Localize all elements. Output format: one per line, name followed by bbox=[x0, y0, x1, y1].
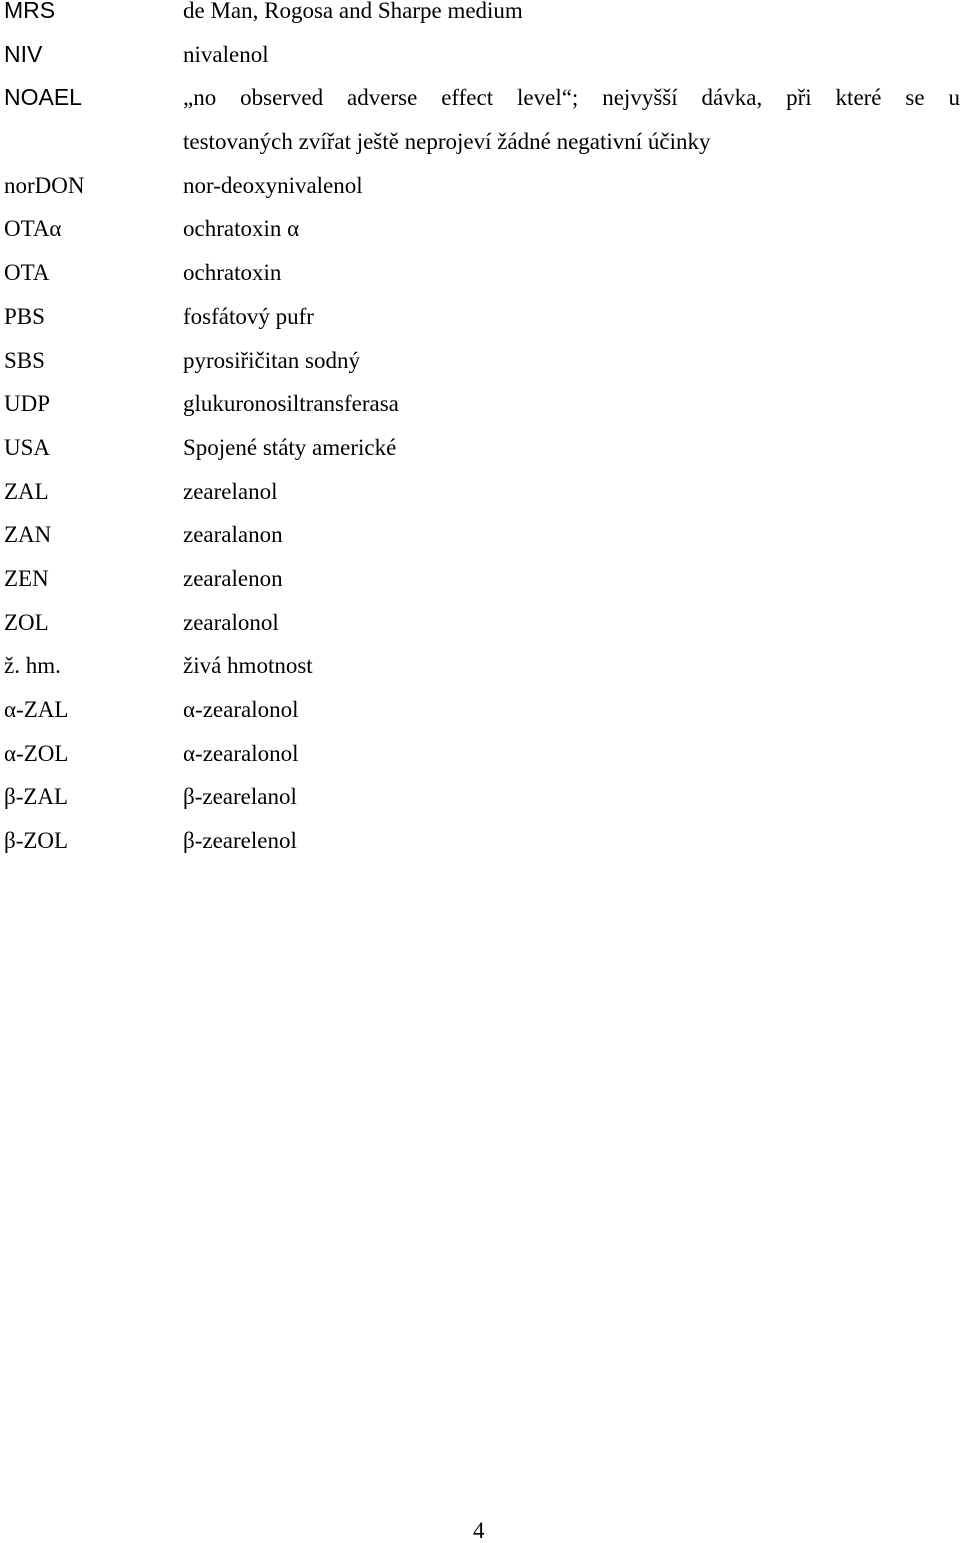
abbreviation-description: zearalanon bbox=[183, 522, 283, 548]
abbreviation: β-ZAL bbox=[4, 784, 69, 810]
abbreviation: α-ZAL bbox=[4, 697, 69, 722]
abbreviation-description: ochratoxin α bbox=[183, 216, 300, 242]
list-item bbox=[0, 131, 960, 175]
abbreviation: OTA bbox=[4, 260, 50, 286]
abbreviation-description: zearalonol bbox=[183, 609, 279, 635]
page-number: 4 bbox=[473, 1518, 485, 1543]
abbreviation-description: β-zearelanol bbox=[183, 784, 297, 810]
abbreviation: α-ZOL bbox=[4, 740, 69, 766]
list-item bbox=[0, 434, 960, 481]
abbreviation: β-ZOL bbox=[4, 828, 69, 854]
abbreviation-description: nor-deoxynivalenol bbox=[183, 172, 363, 198]
abbreviation-description: α-zearalonol bbox=[183, 697, 299, 722]
list-item bbox=[0, 0, 960, 44]
abbreviation: ZAL bbox=[4, 478, 49, 504]
abbreviation-description: zearalenon bbox=[183, 565, 283, 591]
abbreviation-description-continuation: testovaných zvířat ještě neprojeví žádné negativní účinky bbox=[183, 129, 711, 155]
list-item bbox=[0, 393, 960, 437]
list-item bbox=[0, 218, 960, 262]
list-item bbox=[0, 172, 960, 219]
abbreviation: ZOL bbox=[4, 609, 49, 635]
list-item bbox=[0, 303, 960, 350]
list-item bbox=[0, 699, 960, 743]
abbreviation-description: β-zearelenol bbox=[183, 828, 297, 854]
list-item bbox=[0, 84, 960, 131]
list-item bbox=[0, 655, 960, 699]
list-item bbox=[0, 347, 960, 394]
abbreviation-description: Spojené státy americké bbox=[183, 434, 397, 460]
list-item bbox=[0, 786, 960, 830]
abbreviation-description: zearelanol bbox=[183, 478, 278, 504]
abbreviation-description: de Man, Rogosa and Sharpe medium bbox=[183, 0, 523, 23]
abbreviation: ZEN bbox=[4, 565, 49, 591]
list-item bbox=[0, 830, 960, 874]
list-item bbox=[0, 565, 960, 612]
abbreviation-description: fosfátový pufr bbox=[183, 303, 314, 329]
list-item bbox=[0, 262, 960, 306]
list-item bbox=[0, 609, 960, 656]
abbreviation: OTAα bbox=[4, 216, 62, 242]
abbreviation: ZAN bbox=[4, 522, 52, 548]
list-item bbox=[0, 478, 960, 525]
list-item bbox=[0, 40, 960, 88]
abbreviation-description: „no observed adverse effect level“; nejvyšší dávka, při které se u bbox=[183, 85, 960, 111]
abbreviation-description: živá hmotnost bbox=[183, 653, 313, 679]
abbreviation-description: pyrosiřičitan sodný bbox=[183, 347, 360, 373]
abbreviation: UDP bbox=[4, 391, 51, 417]
list-item bbox=[0, 524, 960, 568]
abbreviation-description: nivalenol bbox=[183, 41, 269, 67]
list-item bbox=[0, 740, 960, 787]
abbreviation: norDON bbox=[4, 172, 85, 198]
abbreviation: PBS bbox=[4, 303, 45, 329]
abbreviation: MRS bbox=[4, 0, 56, 23]
abbreviation: NIV bbox=[4, 40, 43, 67]
abbreviation: SBS bbox=[4, 347, 45, 373]
abbreviation-description: glukuronosiltransferasa bbox=[183, 391, 399, 417]
abbreviation: USA bbox=[4, 434, 51, 460]
abbreviation: ž. hm. bbox=[4, 653, 61, 679]
abbreviation-description: α-zearalonol bbox=[183, 740, 299, 766]
abbreviation: NOAEL bbox=[4, 84, 82, 111]
abbreviation-description: ochratoxin bbox=[183, 260, 282, 286]
